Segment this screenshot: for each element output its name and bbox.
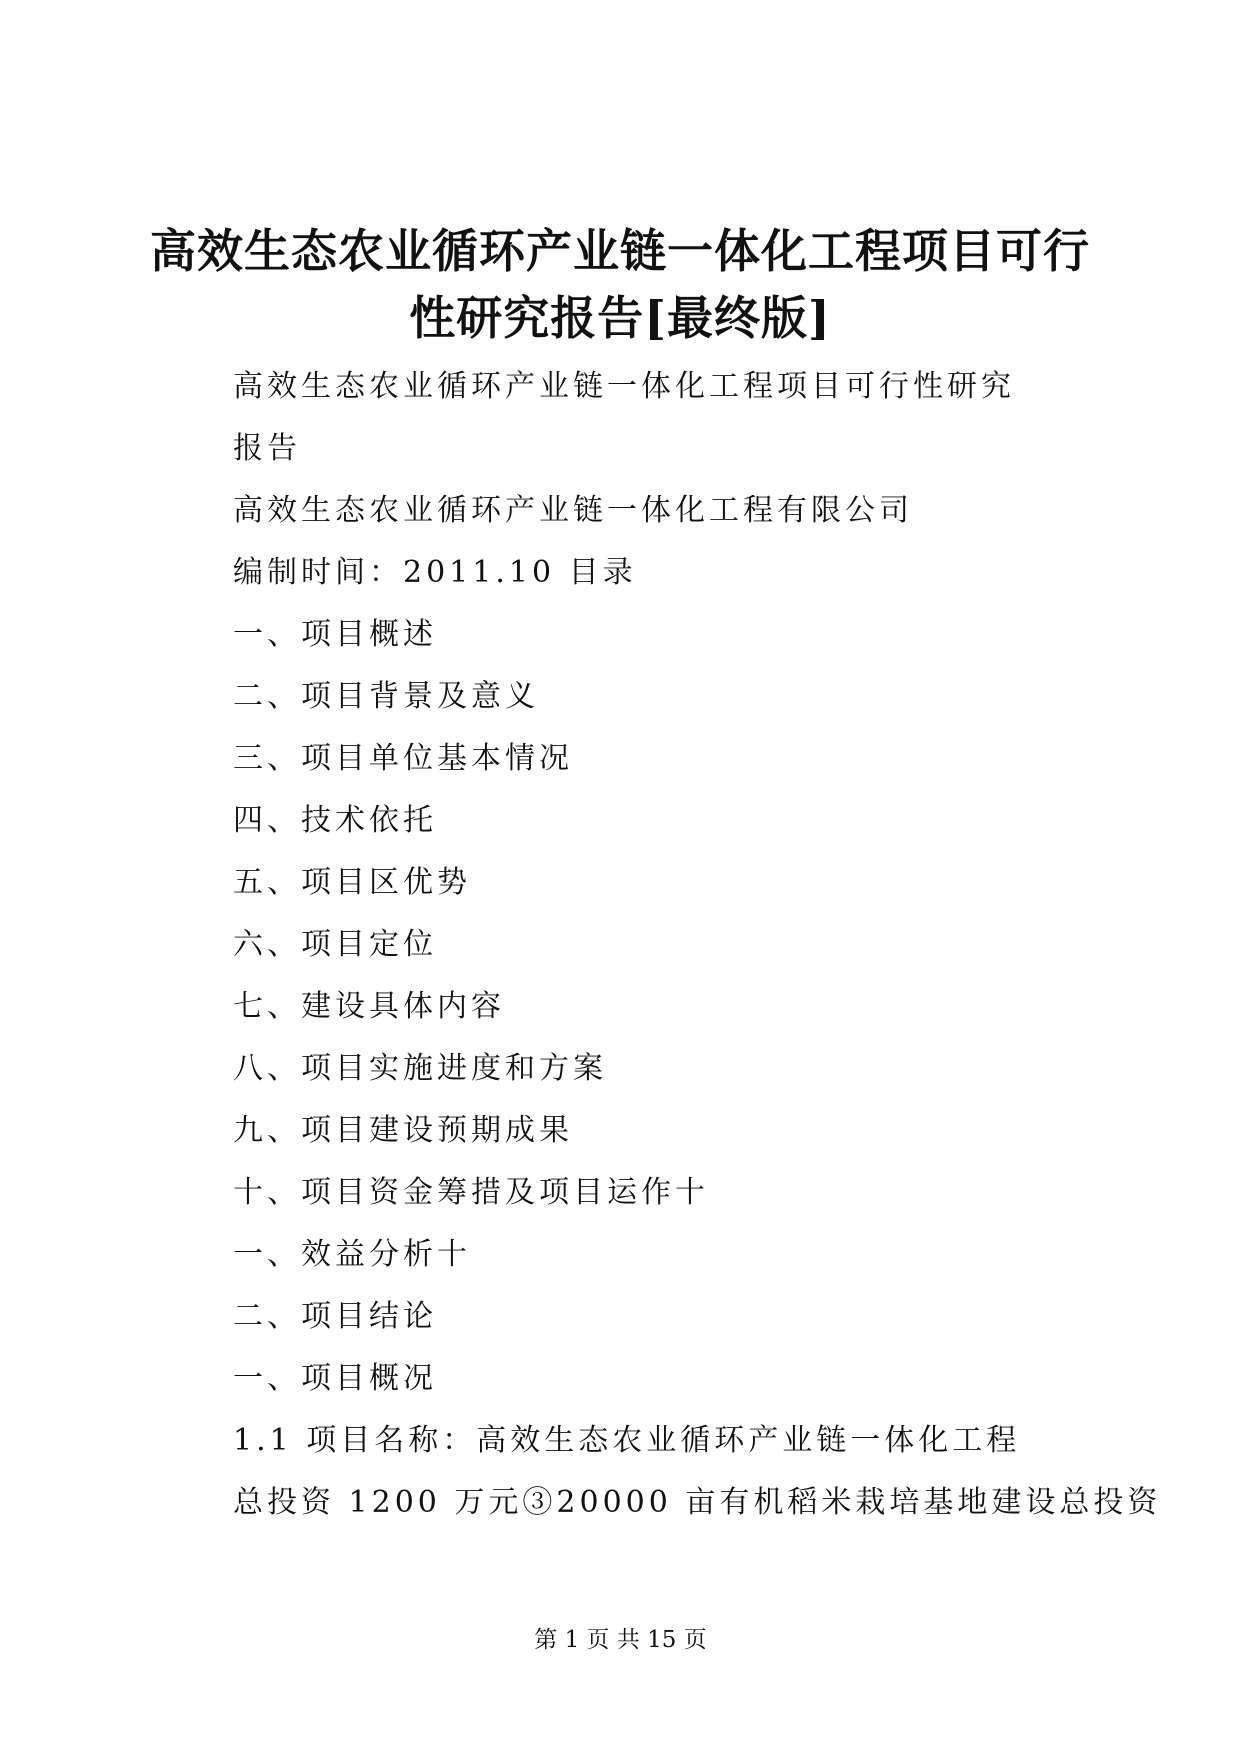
- paragraph-4: 编制时间：2011.10 目录: [233, 555, 637, 590]
- toc-item-10: 十、项目资金筹措及项目运作十: [233, 1175, 709, 1210]
- toc-item-1: 一、项目概述: [233, 617, 437, 652]
- document-body: [233, 356, 1162, 1534]
- page-footer: 第 1 页 共 15 页: [534, 1627, 707, 1653]
- toc-item-12: 二、项目结论: [233, 1299, 437, 1334]
- toc-item-9: 九、项目建设预期成果: [233, 1113, 573, 1148]
- title-line-2: 性研究报告[最终版]: [409, 291, 831, 345]
- section-heading: 一、项目概况: [233, 1361, 437, 1396]
- project-name-paragraph: 1.1 项目名称：高效生态农业循环产业链一体化工程: [233, 1423, 1021, 1458]
- toc-item-3: 三、项目单位基本情况: [233, 741, 573, 776]
- toc-item-2: 二、项目背景及意义: [233, 679, 539, 714]
- toc-item-7: 七、建设具体内容: [233, 989, 505, 1024]
- toc-item-4: 四、技术依托: [233, 803, 437, 838]
- paragraph-1: 高效生态农业循环产业链一体化工程项目可行性研究: [233, 369, 1015, 404]
- paragraph-2: 报告: [233, 431, 301, 466]
- toc-item-8: 八、项目实施进度和方案: [233, 1051, 607, 1086]
- toc-item-6: 六、项目定位: [233, 927, 437, 962]
- paragraph-3: 高效生态农业循环产业链一体化工程有限公司: [233, 493, 913, 528]
- title-line-1: 高效生态农业循环产业链一体化工程项目可行: [150, 224, 1090, 278]
- toc-item-5: 五、项目区优势: [233, 865, 471, 900]
- investment-paragraph: 总投资 1200 万元③20000 亩有机稻米栽培基地建设总投资: [233, 1485, 1162, 1520]
- toc-item-11: 一、效益分析十: [233, 1237, 471, 1272]
- document-title: [140, 218, 1100, 352]
